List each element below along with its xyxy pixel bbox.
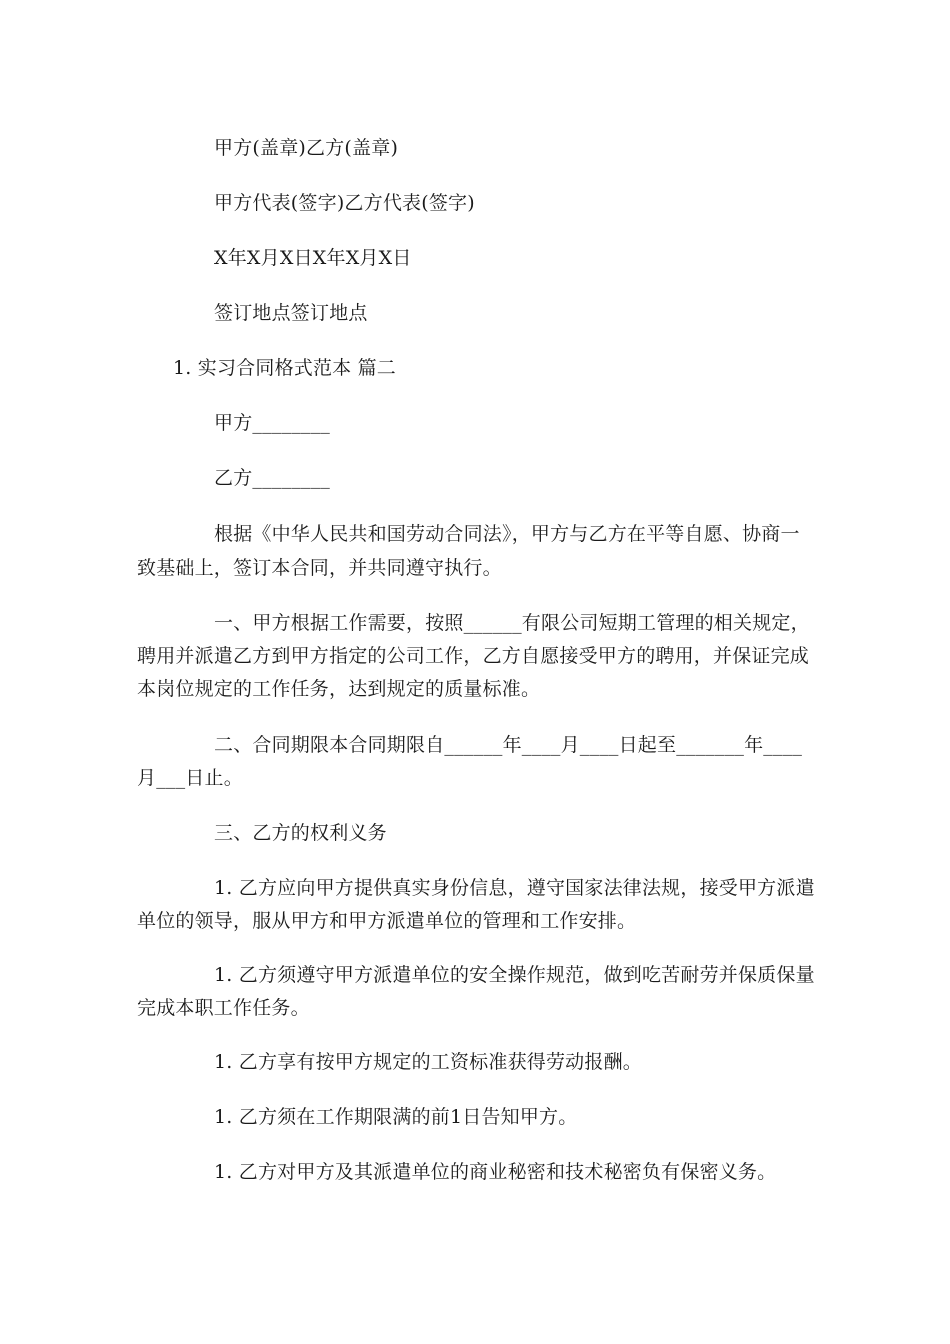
section-heading: 1. 实习合同格式范本 篇二 bbox=[173, 357, 397, 379]
paragraph-line: 单位的领导，服从甲方和甲方派遣单位的管理和工作安排。 bbox=[137, 910, 637, 932]
paragraph-line: 1. 乙方应向甲方提供真实身份信息，遵守国家法律法规，接受甲方派遣 bbox=[214, 877, 815, 899]
seal-line: 甲方(盖章)乙方(盖章) bbox=[214, 137, 399, 159]
clause-three-item: 1. 乙方对甲方及其派遣单位的商业秘密和技术秘密负有保密义务。 bbox=[214, 1161, 777, 1183]
paragraph-line: 本岗位规定的工作任务，达到规定的质量标准。 bbox=[137, 678, 541, 700]
paragraph-line: 1. 乙方须遵守甲方派遣单位的安全操作规范，做到吃苦耐劳并保质保量 bbox=[214, 964, 815, 986]
paragraph-line: 聘用并派遣乙方到甲方指定的公司工作，乙方自愿接受甲方的聘用，并保证完成 bbox=[137, 645, 810, 667]
paragraph-line: 根据《中华人民共和国劳动合同法》，甲方与乙方在平等自愿、协商一 bbox=[214, 523, 800, 545]
place-line: 签订地点签订地点 bbox=[214, 302, 368, 324]
paragraph-line: 致基础上，签订本合同，并共同遵守执行。 bbox=[137, 557, 502, 579]
clause-three-heading: 三、乙方的权利义务 bbox=[214, 822, 387, 844]
clause-three-item: 1. 乙方须在工作期限满的前1日告知甲方。 bbox=[214, 1106, 578, 1128]
clause-three-item: 1. 乙方享有按甲方规定的工资标准获得劳动报酬。 bbox=[214, 1051, 642, 1073]
paragraph-line: 一、甲方根据工作需要，按照______有限公司短期工管理的相关规定， bbox=[214, 612, 810, 634]
paragraph-line: 完成本职工作任务。 bbox=[137, 997, 310, 1019]
representative-line: 甲方代表(签字)乙方代表(签字) bbox=[214, 192, 475, 214]
date-line: X年X月X日X年X月X日 bbox=[214, 247, 412, 269]
paragraph-line: 二、合同期限本合同期限自______年____月____日起至_______年____ bbox=[214, 734, 803, 756]
paragraph-line: 月___日止。 bbox=[137, 767, 243, 789]
party-b-line: 乙方________ bbox=[214, 467, 331, 489]
party-a-line: 甲方________ bbox=[214, 412, 331, 434]
